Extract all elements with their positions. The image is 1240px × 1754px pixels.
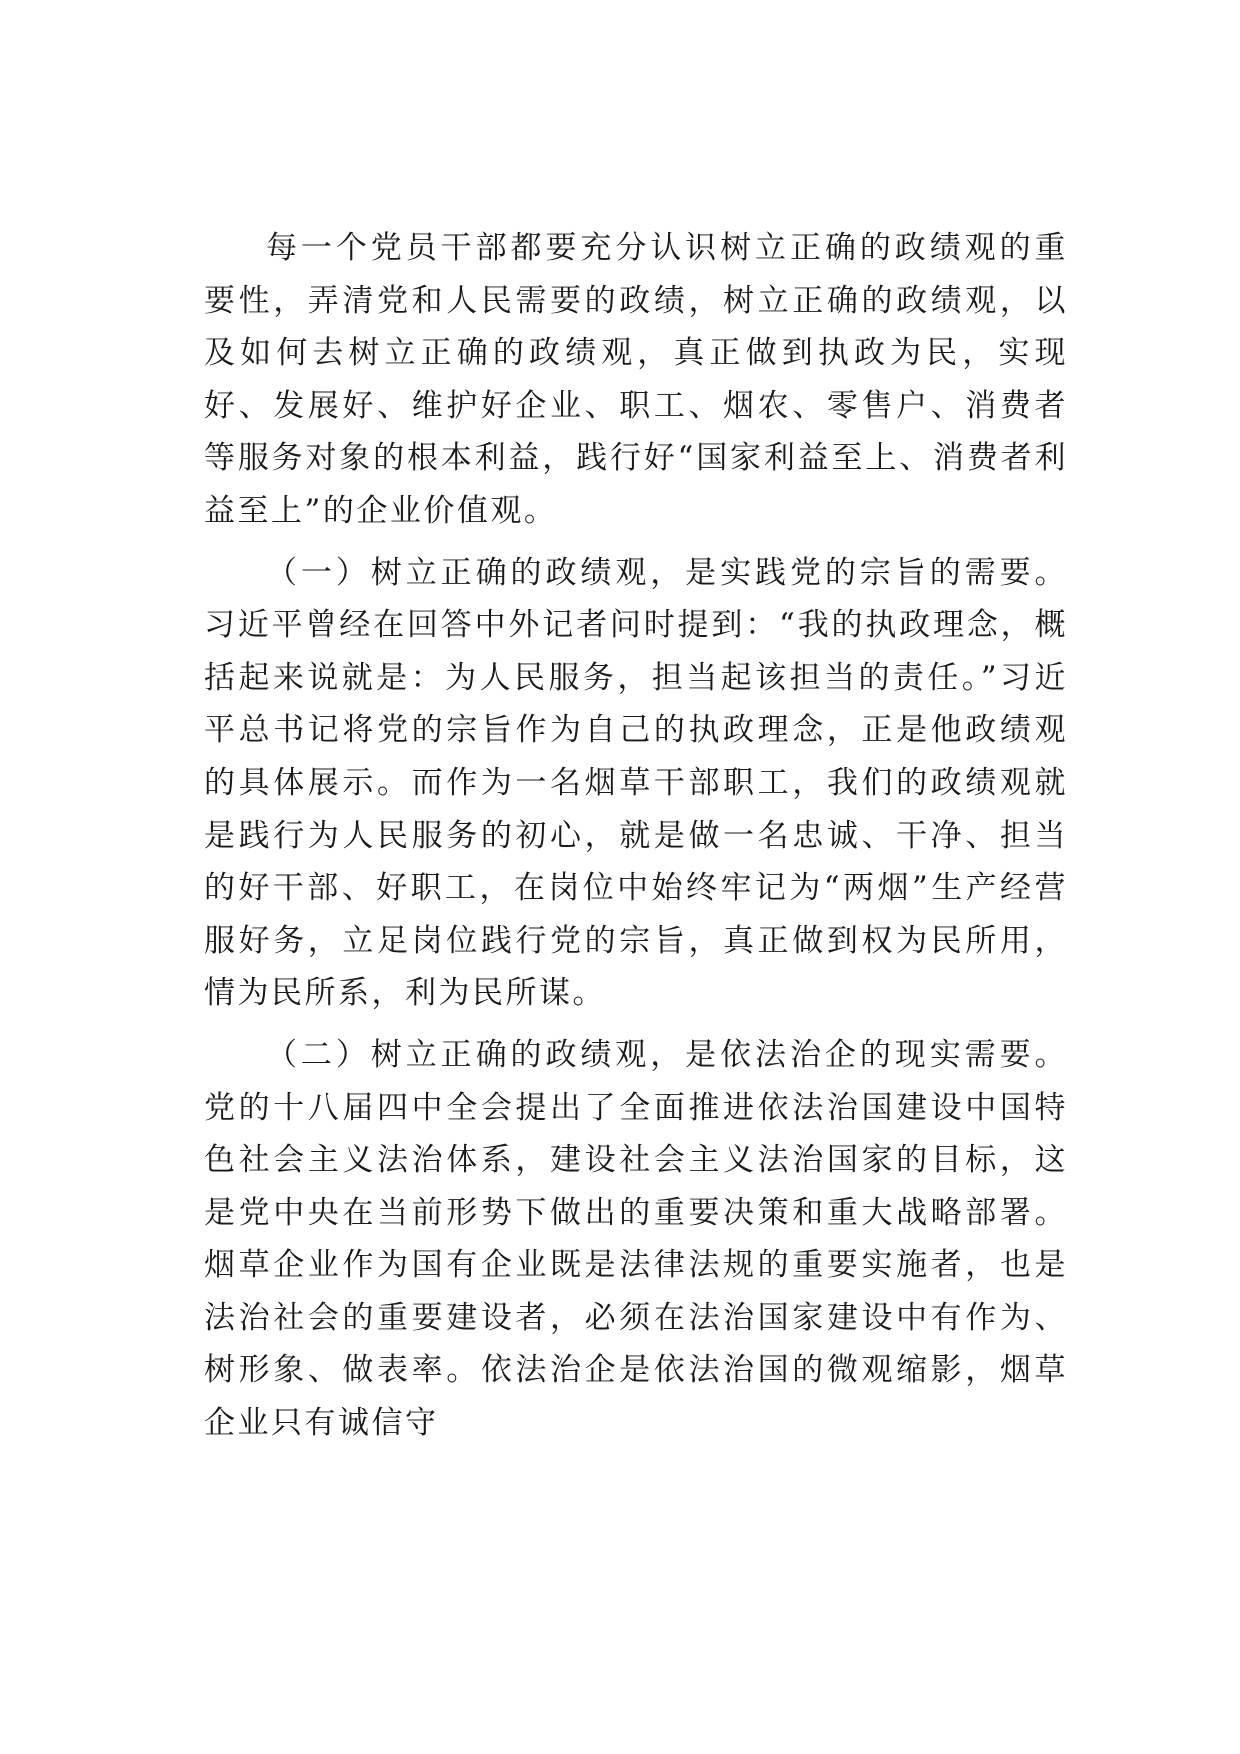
document-body	[204, 222, 1068, 1450]
paragraph-section-1: （一）树立正确的政绩观，是实践党的宗旨的需要。习近平曾经在回答中外记者问时提到：“我的执政理念，概括起来说就是：为人民服务，担当起该担当的责任。”习近平总书记将党的宗旨作为自己的执政理念，正是他政绩观的具体展示。而作为一名烟草干部职工，我们的政绩观就是践行为人民服务的初心，就是做一名忠诚、干净、担当的好干部、好职工，在岗位中始终牢记为“两烟”生产经营服好务，立足岗位践行党的宗旨，真正做到权为民所用，情为民所系，利为民所谋。	[204, 554, 1068, 1012]
paragraph-intro: 每一个党员干部都要充分认识树立正确的政绩观的重要性，弄清党和人民需要的政绩，树立正确的政绩观，以及如何去树立正确的政绩观，真正做到执政为民，实现好、发展好、维护好企业、职工、烟农、零售户、消费者等服务对象的根本利益，践行好“国家利益至上、消费者利益至上”的企业价值观。	[204, 230, 1068, 529]
paragraph-section-2: （二）树立正确的政绩观，是依法治企的现实需要。党的十八届四中全会提出了全面推进依法治国建设中国特色社会主义法治体系，建设社会主义法治国家的目标，这是党中央在当前形势下做出的重要决策和重大战略部署。烟草企业作为国有企业既是法律法规的重要实施者，也是法治社会的重要建设者，必须在法治国家建设中有作为、树形象、做表率。依法治企是依法治国的微观缩影，烟草企业只有诚信守	[204, 1036, 1068, 1442]
